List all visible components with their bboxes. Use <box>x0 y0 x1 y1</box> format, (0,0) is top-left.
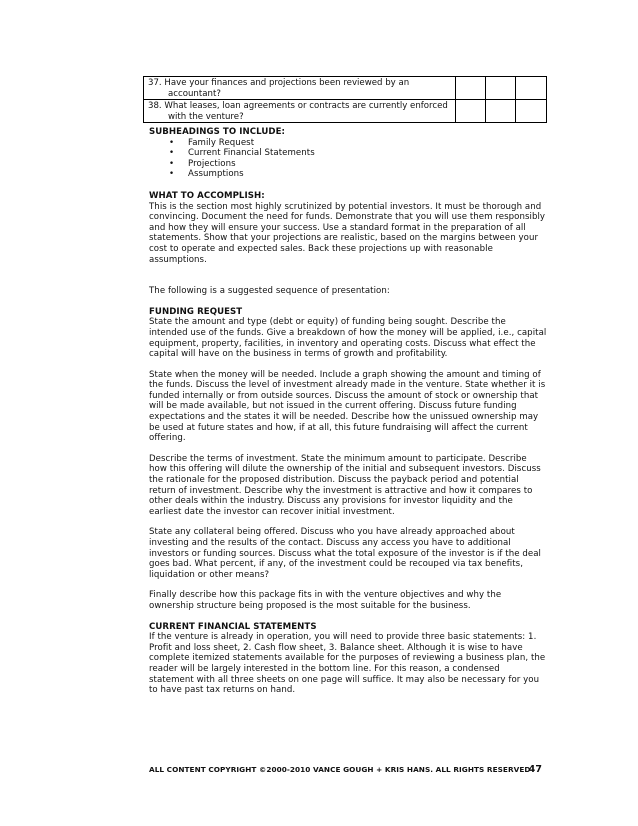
checkbox-cell[interactable] <box>486 100 516 123</box>
list-item <box>169 138 547 149</box>
checkbox-cell[interactable] <box>456 77 486 100</box>
bullet-icon: • <box>169 158 175 169</box>
list-item-text: Projections <box>188 158 236 169</box>
body-content <box>149 127 547 696</box>
bullet-icon: • <box>169 169 175 180</box>
checklist-question <box>144 77 456 100</box>
checklist-question <box>144 100 456 123</box>
checkbox-cell[interactable] <box>516 100 547 123</box>
checklist-table <box>143 76 547 123</box>
bullet-icon: • <box>169 148 175 159</box>
subheadings-list <box>149 138 547 180</box>
copyright-text: ALL CONTENT COPYRIGHT ©2000-2010 VANCE GOUGH + KRIS HANS. ALL RIGHTS RESERVED <box>149 765 531 774</box>
statements-heading: CURRENT FINANCIAL STATEMENTS <box>149 621 317 632</box>
funding-paragraph: Describe the terms of investment. State the minimum amount to participate. Describe how this offering will dilute the ownership of the initial and subsequent investors. Discuss the rationale for the proposed distribution. Discuss the payback period and potential return of investment. Describe why the investment is attractive and how it compares to other deals within the industry. Discuss any provisions for investor liquidity and the earliest date the investor can recover initial investment. <box>149 453 541 517</box>
page-footer <box>149 765 547 774</box>
list-item <box>169 148 547 159</box>
funding-paragraph: Finally describe how this package fits in with the venture objectives and why the ownership structure being proposed is the most suitable for the business. <box>149 590 502 611</box>
checklist-row <box>144 100 547 123</box>
list-item-text: Assumptions <box>188 169 244 180</box>
funding-paragraph: State any collateral being offered. Discuss who you have already approached about investing and the results of the contact. Discuss any access you have to additional investors or funding sources. Discuss what the total exposure of the investor is if the deal goes bad. What percent, if any, of the investment could be recouped via tax benefits, liquidation or other means? <box>149 527 541 580</box>
list-item <box>169 169 547 180</box>
checkbox-cell[interactable] <box>456 100 486 123</box>
list-item-text: Family Request <box>188 137 255 148</box>
subheadings-heading: SUBHEADINGS TO INCLUDE: <box>149 127 286 137</box>
list-item <box>169 159 547 170</box>
funding-paragraph: State the amount and type (debt or equity) of funding being sought. Describe the intended use of the funds. Give a breakdown of how the money will be applied, i.e., capital equipment, property, facilities, in inventory and operating costs. Discuss what effect the capital will have on the business in terms of growth and profitability. <box>149 317 547 360</box>
checklist-row <box>144 77 547 100</box>
accomplish-paragraph: This is the section most highly scrutinized by potential investors. It must be thorough and convincing. Document the need for funds. Demonstrate that you will use them responsibly and how they will ensure your success. Use a standard format in the preparation of all statements. Show that your projections are realistic, based on the margins between your cost to operate and expected sales. Back these projections up with reasonable assumptions. <box>149 201 546 265</box>
accomplish-heading: WHAT TO ACCOMPLISH: <box>149 190 265 201</box>
bullet-icon: • <box>169 137 175 148</box>
list-item-text: Current Financial Statements <box>188 148 315 159</box>
funding-heading: FUNDING REQUEST <box>149 306 243 317</box>
intro-text: The following is a suggested sequence of presentation: <box>149 286 390 297</box>
question-text: 37. Have your finances and projections been reviewed by an accountant? <box>148 78 410 99</box>
statements-paragraph: If the venture is already in operation, you will need to provide three basic statements: 1. Profit and loss sheet, 2. Cash flow sheet, 3. Balance sheet. Although it is wise to have complete itemized statements available for the purposes of reviewing a business plan, the reader will be largely interested in the bottom line. For this reason, a condensed statement with all three sheets on one page will suffice. It may also be necessary for you to have past tax returns on hand. <box>149 632 546 696</box>
funding-paragraph: State when the money will be needed. Include a graph showing the amount and timing of the funds. Discuss the level of investment already made in the venture. State whether it is funded internally or from outside sources. Discuss the amount of stock or ownership that will be made available, but not issued in the current offering. Discuss future funding expectations and the states it will be needed. Describe how the unissued ownership may be used at future states and how, if at all, this future fundraising will affect the current offering. <box>149 369 546 444</box>
checkbox-cell[interactable] <box>486 77 516 100</box>
page-number: 47 <box>528 764 542 775</box>
question-text: 38. What leases, loan agreements or contracts are currently enforced with the venture? <box>148 101 448 122</box>
checkbox-cell[interactable] <box>516 77 547 100</box>
